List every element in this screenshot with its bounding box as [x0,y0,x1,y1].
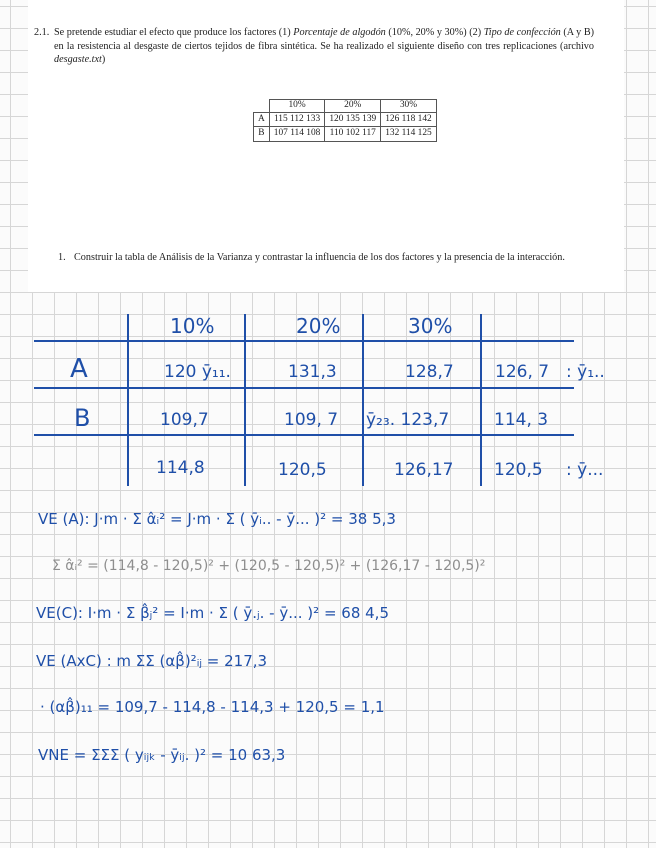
group-a-col-2 [325,112,381,127]
hw-header-20: 20% [296,314,341,338]
factor-1: Porcentaje de algodón [293,27,386,38]
cell: 110 [329,128,344,139]
hw-vne: VNE = ΣΣΣ ( yᵢⱼₖ - ȳᵢⱼ. )² = 10 63,3 [38,746,286,764]
hw-header-30: 30% [408,314,453,338]
hw-ve-a: VE (A): J·m · Σ α̂ᵢ² = J·m · Σ ( ȳᵢ.. - ȳ... )² = 38 5,3 [38,510,396,528]
hw-total-10: 114,8 [156,458,205,478]
hw-total-20: 120,5 [278,460,327,480]
group-b-row [254,127,437,142]
hw-total-mean-label: : ȳ... [566,460,604,480]
hw-total-30: 126,17 [394,460,454,480]
problem-text-2: (10%, 20% y 30%) (2) [385,27,484,38]
group-b-col-2 [325,127,381,142]
cell: 135 [345,113,360,124]
problem-text-1: Se pretende estudiar el efecto que produce los factores (1) [54,27,294,38]
group-b-col-3 [381,127,437,142]
question-number: 1. [58,252,66,263]
cell: 108 [306,128,321,139]
hw-table-hline-3 [34,434,574,436]
group-a-row [254,112,437,127]
group-a-label: A [254,112,270,127]
cell: 139 [362,113,377,124]
header-20: 20% [325,100,381,113]
cell: 142 [417,113,432,124]
question-text: Construir la tabla de Análisis de la Varianza y contrastar la influencia de los dos factores y la presencia de la interacción. [74,252,565,263]
cell: 125 [417,128,432,139]
cell: 107 [273,128,288,139]
cell: 120 [329,113,344,124]
cell: 133 [306,113,321,124]
header-10: 10% [269,100,325,113]
question-1 [58,251,594,265]
group-b-label: B [254,127,270,142]
cell: 115 [273,113,288,124]
header-30: 30% [381,100,437,113]
cell: 117 [362,128,376,139]
cell: 114 [290,128,304,139]
hw-a-20: 131,3 [288,362,337,382]
hw-a-30: 128,7 [405,362,454,382]
cell: 102 [345,128,360,139]
data-file: desgaste.txt [54,54,102,65]
hw-row-a-label: A [70,354,88,384]
hw-ve-axc: VE (AxC) : m ΣΣ (αβ̂)²ᵢⱼ = 217,3 [36,652,268,670]
data-table-header [254,100,437,113]
cell: 114 [401,128,416,139]
hw-total-mean: 120,5 [494,460,543,480]
hw-table-hline-2 [34,387,574,389]
cell: 112 [290,113,304,124]
hw-ve-c: VE(C): I·m · Σ β̂ⱼ² = I·m · Σ ( ȳ.ⱼ. - ȳ... )² = 68 4,5 [36,604,389,622]
group-a-col-1 [269,112,325,127]
hw-sum-alpha: Σ α̂ᵢ² = (114,8 - 120,5)² + (120,5 - 120,5)² + (126,17 - 120,5)² [52,558,486,574]
hw-b-mean: 114, 3 [494,410,549,430]
hw-b-30: ȳ₂₃. 123,7 [366,410,450,430]
hw-table-hline-1 [34,340,574,342]
hw-row-b-label: B [74,404,91,432]
hw-a-mean: 126, 7 [495,362,550,382]
problem-text-3: (A y B) en la resistencia al desgaste de ciertos tejidos de fibra sintética. Se ha realizado el siguiente diseño con tres replicaciones (archivo [54,27,595,52]
cell: 118 [401,113,416,124]
problem-number: 2.1. [34,27,50,38]
hw-a-10: 120 ȳ₁₁. [164,362,231,382]
hw-b-20: 109, 7 [284,410,339,430]
hw-b-10: 109,7 [160,410,209,430]
group-b-col-1 [269,127,325,142]
data-table [253,99,437,142]
hw-header-10: 10% [170,314,215,338]
problem-text-4: ) [101,54,106,65]
problem-statement [34,26,595,67]
factor-2: Tipo de confección [483,27,561,38]
hw-ab-11: · (αβ̂)₁₁ = 109,7 - 114,8 - 114,3 + 120,5 = 1,1 [40,698,385,716]
cell: 126 [385,113,400,124]
group-a-col-3 [381,112,437,127]
hw-a-mean-label: : ȳ₁.. [566,362,605,382]
cell: 132 [385,128,400,139]
